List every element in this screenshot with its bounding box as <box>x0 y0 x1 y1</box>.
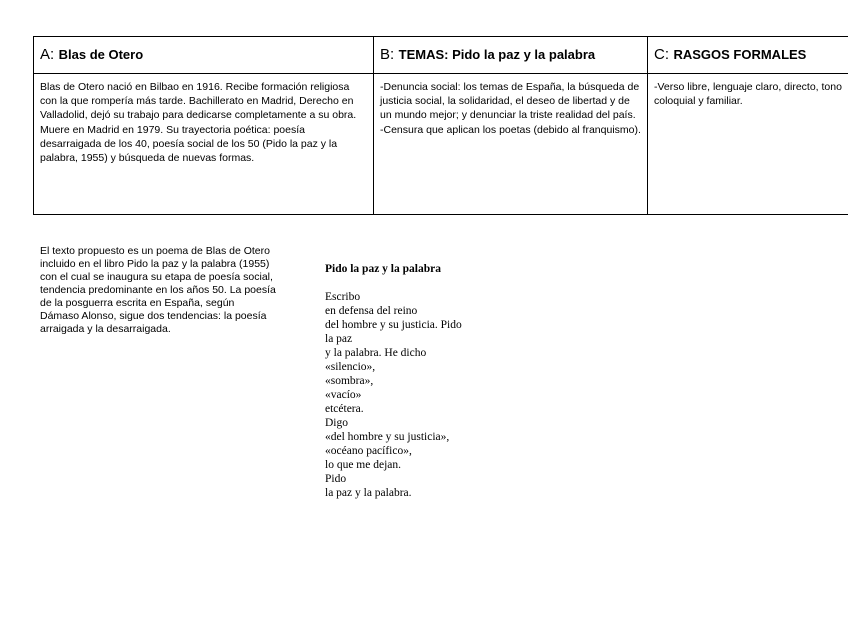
poem <box>325 262 545 500</box>
header-title: RASGOS FORMALES <box>673 47 807 62</box>
summary-table <box>33 36 848 215</box>
cell-themes: -Denuncia social: los temas de España, la búsqueda de justicia social, la solidaridad, el deseo de libertad y de un mundo mejor; y denunciar la triste realidad del país. -Censura que aplican los poetas (debido al franquismo). <box>374 74 648 215</box>
poem-line: «vacío» <box>325 389 362 401</box>
poem-line: «sombra», <box>325 375 374 387</box>
header-cell-b <box>374 37 648 74</box>
poem-line: etcétera. <box>325 403 364 415</box>
header-letter: A: <box>40 46 55 63</box>
header-letter: C: <box>654 46 669 63</box>
poem-line: «del hombre y su justicia», <box>325 431 450 443</box>
poem-line: en defensa del reino <box>325 305 418 317</box>
poem-line: del hombre y su justicia. Pido <box>325 319 462 331</box>
header-cell-a <box>34 37 374 74</box>
poem-line: «océano pacífico», <box>325 445 412 457</box>
poem-line: y la palabra. He dicho <box>325 347 427 359</box>
poem-line: Pido <box>325 473 347 485</box>
intro-paragraph: El texto propuesto es un poema de Blas de Otero incluido en el libro Pido la paz y la palabra (1955) con el cual se inaugura su etapa de poesía social, tendencia predominante en los años 50. La poesía de la posguerra escrita en España, según Dámaso Alonso, sigue dos tendencias: la poesía arraigada y la desarraigada. <box>40 245 276 335</box>
header-title: TEMAS: Pido la paz y la palabra <box>398 47 596 62</box>
header-cell-c <box>648 37 848 74</box>
cell-author-bio: Blas de Otero nació en Bilbao en 1916. Recibe formación religiosa con la que rompería más tarde. Bachillerato en Madrid, Derecho en Valladolid, dejó su trabajo para dedicarse completamente a su obra. Muere en Madrid en 1979. Su trayectoria poética: poesía desarraigada de los 40, poesía social de los 50 (Pido la paz y la palabra, 1955) y búsqueda de nuevas formas. <box>34 74 374 215</box>
poem-line: la paz <box>325 333 353 345</box>
poem-line: lo que me dejan. <box>325 459 402 471</box>
poem-body <box>325 290 545 500</box>
poem-line: «silencio», <box>325 361 376 373</box>
cell-formal-traits: -Verso libre, lenguaje claro, directo, tono coloquial y familiar. <box>648 74 848 215</box>
poem-title: Pido la paz y la palabra <box>325 263 441 275</box>
header-letter: B: <box>380 46 395 63</box>
poem-line: Digo <box>325 417 348 429</box>
table-header-row <box>34 37 848 74</box>
header-title: Blas de Otero <box>58 47 144 62</box>
table-body-row <box>34 74 848 215</box>
poem-line: Escribo <box>325 291 361 303</box>
poem-line: la paz y la palabra. <box>325 487 412 499</box>
